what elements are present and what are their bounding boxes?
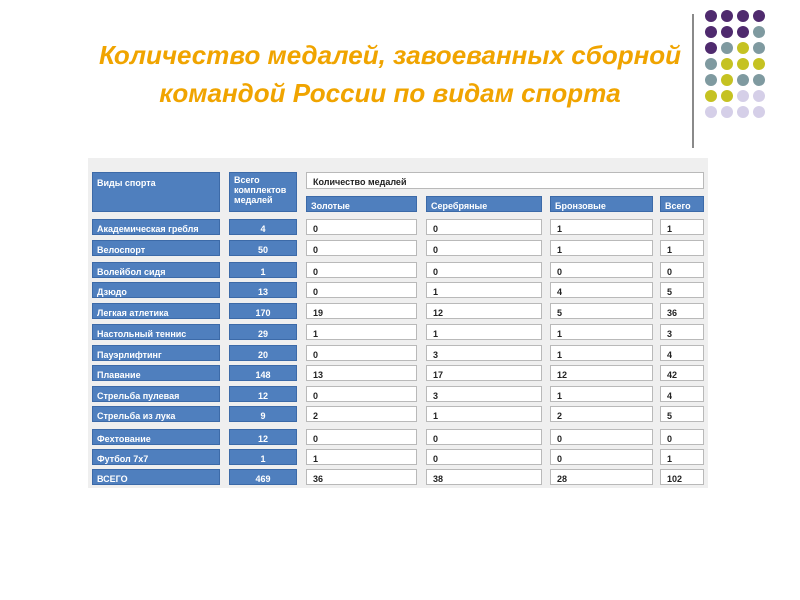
cell-gold: 0 — [306, 386, 417, 402]
cell-bronze: 1 — [550, 219, 653, 235]
title-line-1: Количество медалей, завоеванных сборной — [98, 40, 682, 70]
title-line-2: командой России по видам спорта — [159, 78, 621, 108]
cell-sets: 12 — [229, 429, 297, 445]
decor-dot — [753, 42, 765, 54]
decor-dot — [737, 90, 749, 102]
cell-silver: 0 — [426, 219, 542, 235]
cell-total: 36 — [660, 303, 704, 319]
cell-silver: 0 — [426, 262, 542, 278]
cell-sets: 1 — [229, 449, 297, 465]
decor-dot — [721, 42, 733, 54]
cell-total: 4 — [660, 345, 704, 361]
cell-gold: 0 — [306, 219, 417, 235]
decor-dot — [721, 106, 733, 118]
cell-silver: 3 — [426, 345, 542, 361]
cell-bronze: 2 — [550, 406, 653, 422]
cell-bronze: 0 — [550, 449, 653, 465]
cell-total: 1 — [660, 219, 704, 235]
decor-dot — [705, 90, 717, 102]
cell-total: 4 — [660, 386, 704, 402]
decor-dot — [705, 106, 717, 118]
cell-total: 0 — [660, 262, 704, 278]
cell-total: 5 — [660, 406, 704, 422]
decor-dot — [705, 26, 717, 38]
cell-silver: 38 — [426, 469, 542, 485]
cell-sport: Дзюдо — [92, 282, 220, 298]
cell-sets: 148 — [229, 365, 297, 381]
cell-total: 0 — [660, 429, 704, 445]
decor-dot — [737, 26, 749, 38]
decor-dot — [737, 106, 749, 118]
cell-total: 102 — [660, 469, 704, 485]
decor-dot — [721, 74, 733, 86]
cell-sport: Пауэрлифтинг — [92, 345, 220, 361]
cell-bronze: 5 — [550, 303, 653, 319]
decor-dot — [721, 26, 733, 38]
cell-bronze: 0 — [550, 262, 653, 278]
decor-dot — [705, 74, 717, 86]
cell-sets: 170 — [229, 303, 297, 319]
decor-dot — [753, 10, 765, 22]
cell-sets: 9 — [229, 406, 297, 422]
decor-dot — [753, 58, 765, 70]
cell-sport: Стрельба из лука — [92, 406, 220, 422]
cell-silver: 1 — [426, 406, 542, 422]
cell-total: 1 — [660, 240, 704, 256]
decor-dot — [753, 90, 765, 102]
cell-sets: 29 — [229, 324, 297, 340]
cell-gold: 1 — [306, 449, 417, 465]
cell-gold: 0 — [306, 240, 417, 256]
cell-bronze: 1 — [550, 324, 653, 340]
cell-sport: Плавание — [92, 365, 220, 381]
cell-silver: 1 — [426, 324, 542, 340]
cell-bronze: 28 — [550, 469, 653, 485]
decor-dot — [705, 10, 717, 22]
header-total-line-2: комплектов — [234, 185, 287, 195]
header-total-line-1: Всего — [234, 175, 260, 185]
cell-silver: 1 — [426, 282, 542, 298]
cell-gold: 19 — [306, 303, 417, 319]
cell-total: 42 — [660, 365, 704, 381]
cell-silver: 0 — [426, 240, 542, 256]
decor-dot — [737, 58, 749, 70]
cell-gold: 0 — [306, 282, 417, 298]
cell-silver: 3 — [426, 386, 542, 402]
header-bronze: Бронзовые — [550, 196, 653, 212]
cell-sport: ВСЕГО — [92, 469, 220, 485]
decor-vertical-line — [692, 14, 694, 148]
cell-sport: Футбол 7x7 — [92, 449, 220, 465]
header-total-sets — [229, 172, 297, 212]
cell-bronze: 0 — [550, 429, 653, 445]
cell-gold: 36 — [306, 469, 417, 485]
decor-dot — [737, 42, 749, 54]
slide-title — [30, 36, 750, 112]
cell-bronze: 1 — [550, 240, 653, 256]
cell-sets: 4 — [229, 219, 297, 235]
cell-sets: 20 — [229, 345, 297, 361]
decor-dot — [705, 42, 717, 54]
cell-gold: 0 — [306, 262, 417, 278]
cell-sets: 1 — [229, 262, 297, 278]
cell-silver: 0 — [426, 429, 542, 445]
header-total-line-3: медалей — [234, 195, 273, 205]
cell-total: 5 — [660, 282, 704, 298]
cell-sport: Фехтование — [92, 429, 220, 445]
cell-sport: Легкая атлетика — [92, 303, 220, 319]
cell-silver: 17 — [426, 365, 542, 381]
cell-gold: 1 — [306, 324, 417, 340]
cell-sport: Академическая гребля — [92, 219, 220, 235]
cell-sets: 50 — [229, 240, 297, 256]
decor-dot — [705, 58, 717, 70]
decor-dot — [753, 106, 765, 118]
decor-dot — [753, 74, 765, 86]
cell-sets: 13 — [229, 282, 297, 298]
cell-bronze: 1 — [550, 345, 653, 361]
decor-dot — [737, 74, 749, 86]
cell-gold: 0 — [306, 429, 417, 445]
cell-sets: 12 — [229, 386, 297, 402]
header-total-medals: Всего — [660, 196, 704, 212]
decor-dot — [721, 58, 733, 70]
cell-sport: Стрельба пулевая — [92, 386, 220, 402]
cell-bronze: 12 — [550, 365, 653, 381]
decor-dot — [737, 10, 749, 22]
cell-sport: Волейбол сидя — [92, 262, 220, 278]
cell-silver: 12 — [426, 303, 542, 319]
cell-total: 1 — [660, 449, 704, 465]
decor-dot — [721, 90, 733, 102]
cell-bronze: 1 — [550, 386, 653, 402]
medals-table — [88, 158, 708, 488]
header-medals-count: Количество медалей — [306, 172, 704, 189]
cell-gold: 2 — [306, 406, 417, 422]
cell-bronze: 4 — [550, 282, 653, 298]
decor-dot — [753, 26, 765, 38]
cell-sport: Настольный теннис — [92, 324, 220, 340]
cell-total: 3 — [660, 324, 704, 340]
cell-gold: 0 — [306, 345, 417, 361]
header-sport: Виды спорта — [92, 172, 220, 212]
header-gold: Золотые — [306, 196, 417, 212]
cell-sport: Велоспорт — [92, 240, 220, 256]
header-silver: Серебряные — [426, 196, 542, 212]
cell-silver: 0 — [426, 449, 542, 465]
cell-sets: 469 — [229, 469, 297, 485]
cell-gold: 13 — [306, 365, 417, 381]
decor-dot — [721, 10, 733, 22]
